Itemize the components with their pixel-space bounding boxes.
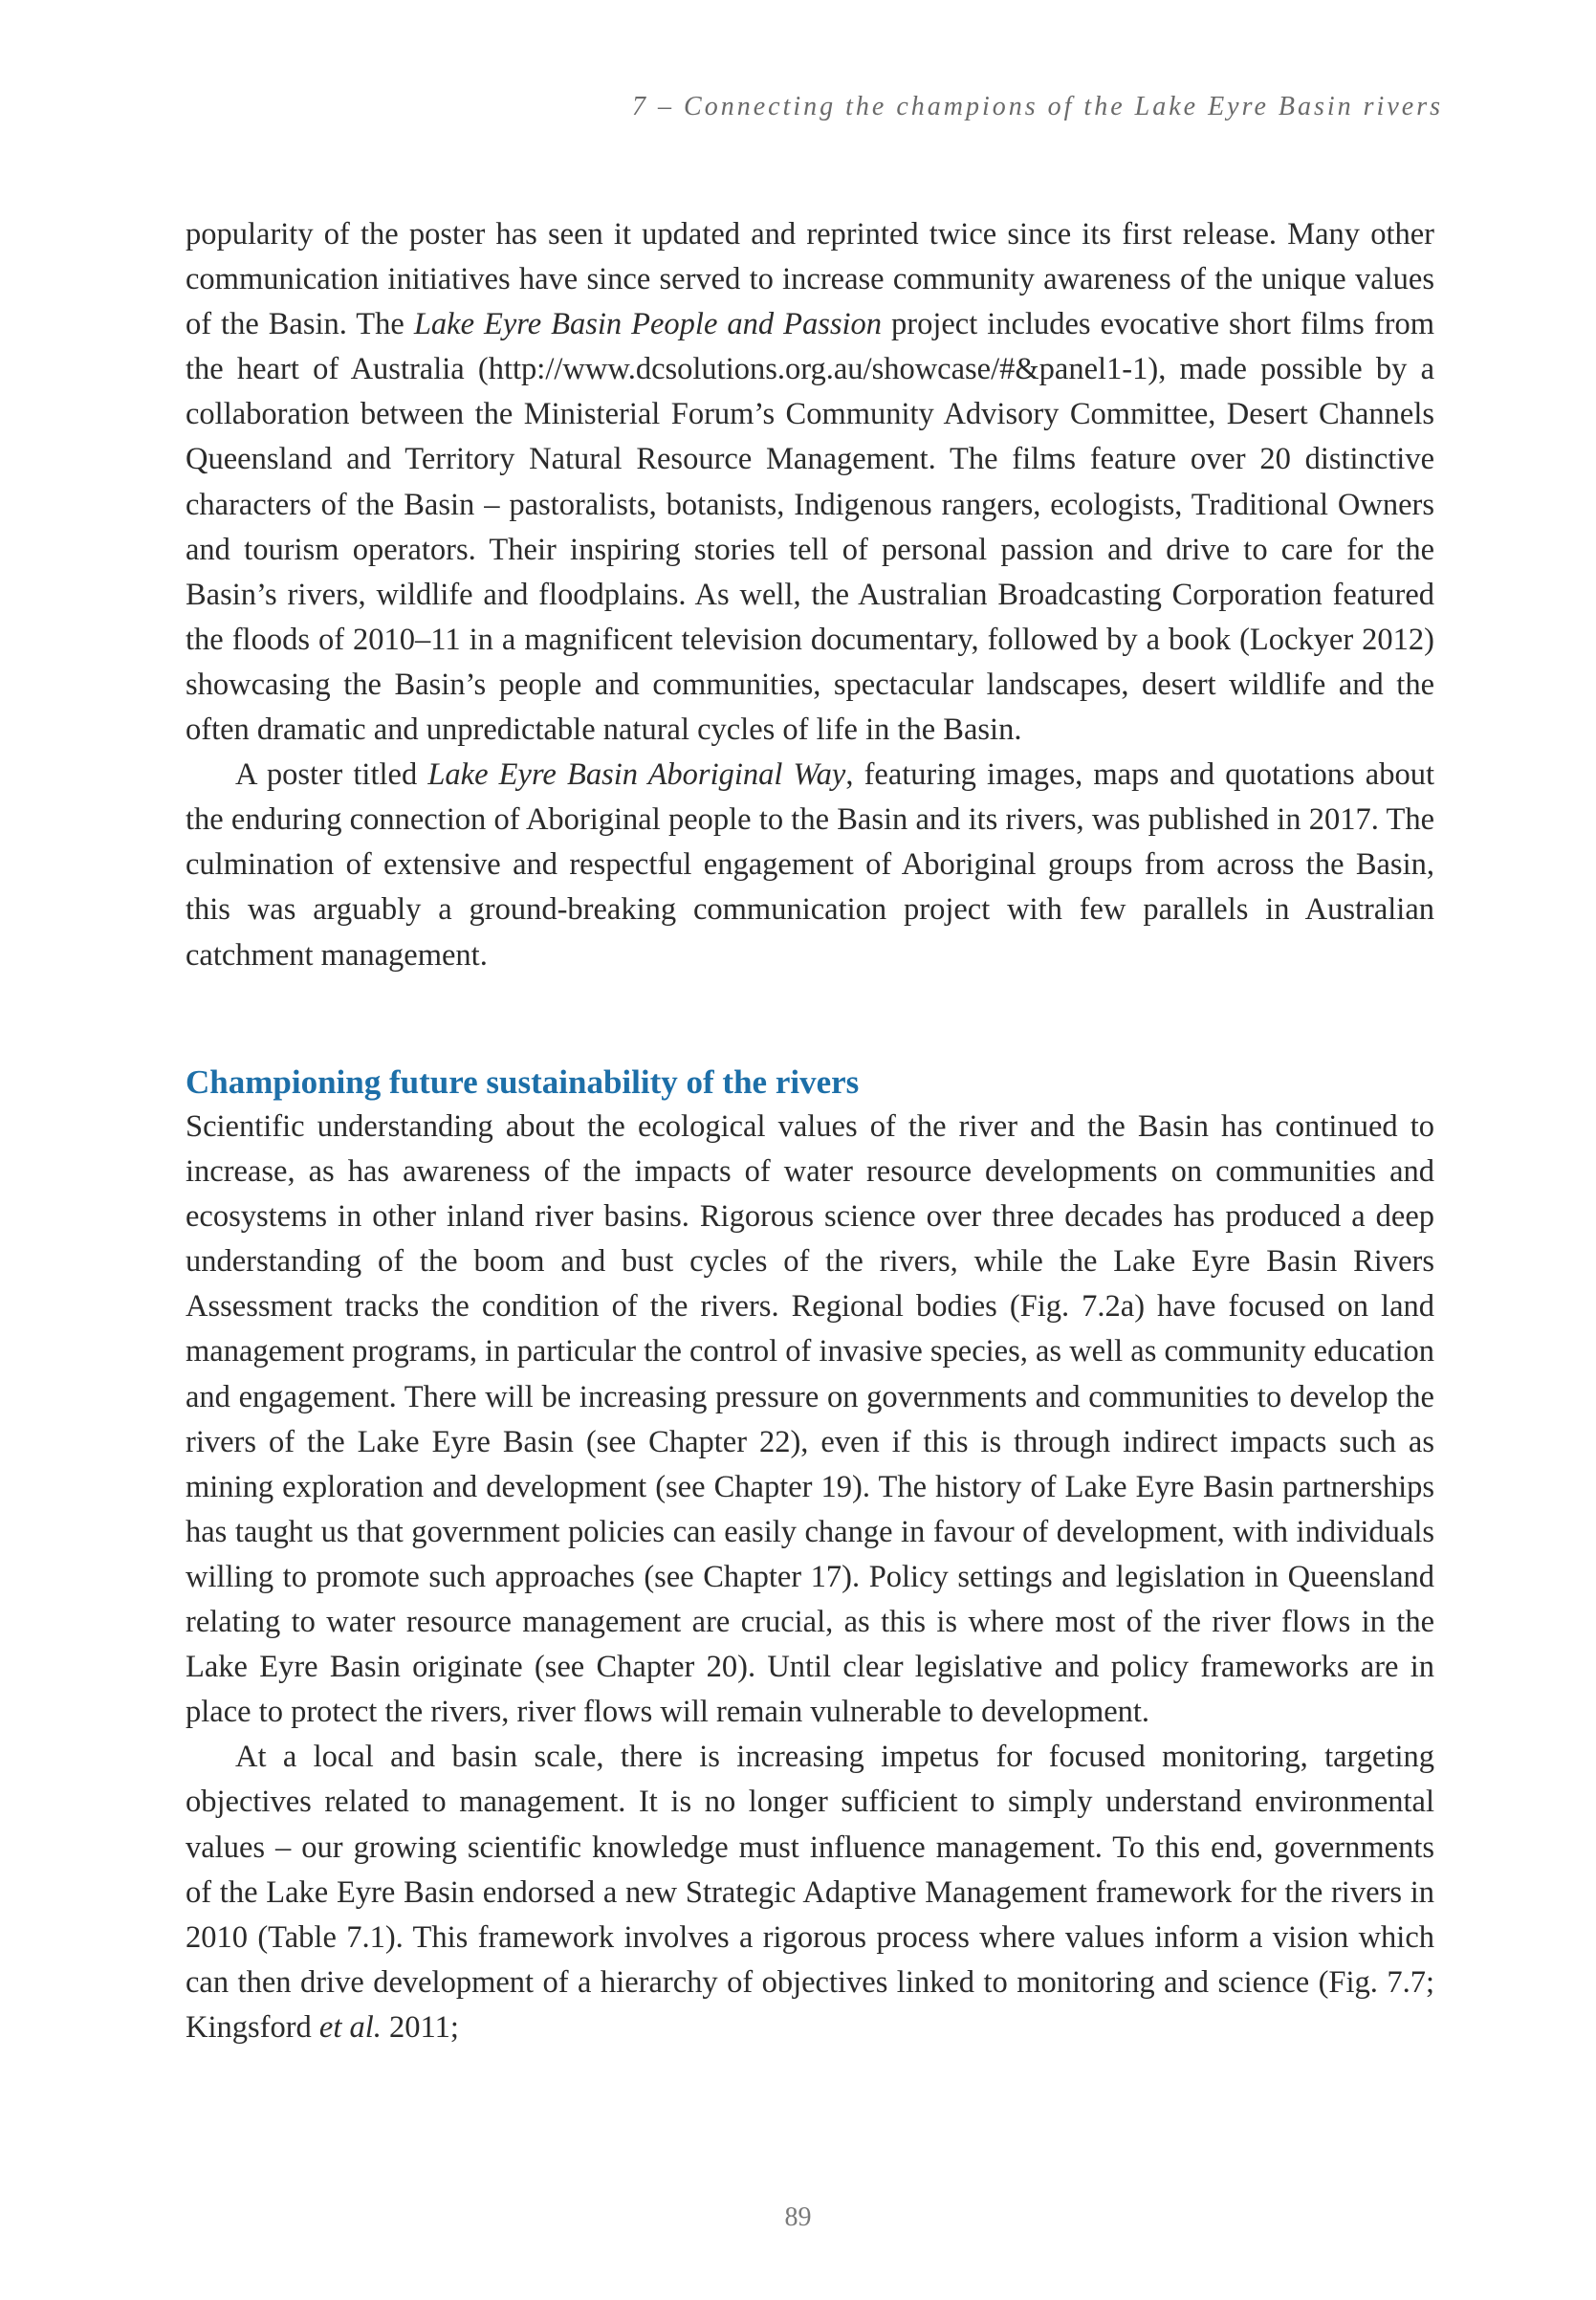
italic-et-al: et al. — [318, 2009, 382, 2045]
paragraph-text: A poster titled — [235, 757, 428, 793]
paragraph-aboriginal-way — [186, 753, 1434, 977]
paragraph-local-basin-scale — [186, 1735, 1434, 2050]
paragraph-poster-popularity — [186, 212, 1434, 753]
italic-title: Lake Eyre Basin Aboriginal Way — [427, 757, 846, 793]
paragraph-text: project includes evocative short films from the heart of Australia (http://www.dcsolutions.org.au/showcase/#&panel1-1), made possible by a collaboration between the Ministerial Forum’s Community Advisory Committee, Desert Channels Queensland and Territory Natural Resource Management. The films feature over 20 distinctive characters of the Basin – pastoralists, botanists, Indigenous rangers, ecologists, Traditional Owners and tourism operators. Their inspiring stories tell of personal passion and drive to care for the Basin’s rivers, wildlife and floodplains. As well, the Australian Broadcasting Corporation featured the floods of 2010–11 in a magnificent television documentary, followed by a book (Lockyer 2012) showcasing the Basin’s people and communities, spectacular landscapes, desert wildlife and the often dramatic and unpredictable natural cycles of life in the Basin. — [186, 307, 1434, 748]
page-number: 89 — [784, 2202, 812, 2232]
italic-title: Lake Eyre Basin People and Passion — [413, 307, 883, 342]
paragraph-text: popularity of the poster has seen it updated and reprinted twice since its first release. Many other communication initiatives have since served to increase community awareness of the unique values of the Basin. The — [186, 217, 1434, 342]
running-head: 7 – Connecting the champions of the Lake Eyre Basin rivers — [632, 92, 1443, 121]
paragraph-scientific-understanding: Scientific understanding about the ecological values of the river and the Basin has continued to increase, as has awareness of the impacts of water resource developments on communities and ecosystems in other inland river basins. Rigorous science over three decades has produced a deep understanding of the boom and bust cycles of the rivers, while the Lake Eyre Basin Rivers Assessment tracks the condition of the rivers. Regional bodies (Fig. 7.2a) have focused on land management programs, in particular the control of invasive species, as well as community education and engagement. There will be increasing pressure on governments and communities to develop the rivers of the Lake Eyre Basin (see Chapter 22), even if this is through indirect impacts such as mining exploration and development (see Chapter 19). The history of Lake Eyre Basin partnerships has taught us that government policies can easily change in favour of development, with individuals willing to promote such approaches (see Chapter 17). Policy settings and legislation in Queensland relating to water resource management are crucial, as this is where most of the river flows in the Lake Eyre Basin originate (see Chapter 20). Until clear legislative and policy frameworks are in place to protect the rivers, river flows will remain vulnerable to development. — [186, 1109, 1434, 1730]
paragraph-text: 2011; — [381, 2009, 459, 2045]
body-text-top — [186, 212, 1434, 978]
body-text-section — [186, 1060, 1434, 2050]
section-heading: Championing future sustainability of the rivers — [186, 1063, 860, 1101]
paragraph-text: , featuring images, maps and quotations about the enduring connection of Aboriginal people to the Basin and its rivers, was published in 2017. The culmination of extensive and respectful engagement of Aboriginal groups from across the Basin, this was arguably a ground-breaking communication project with few parallels in Australian catchment management. — [186, 757, 1434, 973]
paragraph-text: At a local and basin scale, there is increasing impetus for focused monitoring, targeting objectives related to management. It is no longer sufficient to simply understand environmental values – our growing scientific knowledge must influence management. To this end, governments of the Lake Eyre Basin endorsed a new Strategic Adaptive Management framework for the rivers in 2010 (Table 7.1). This framework involves a rigorous process where values inform a vision which can then drive development of a hierarchy of objectives linked to monitoring and science (Fig. 7.7; Kingsford — [186, 1740, 1434, 2045]
